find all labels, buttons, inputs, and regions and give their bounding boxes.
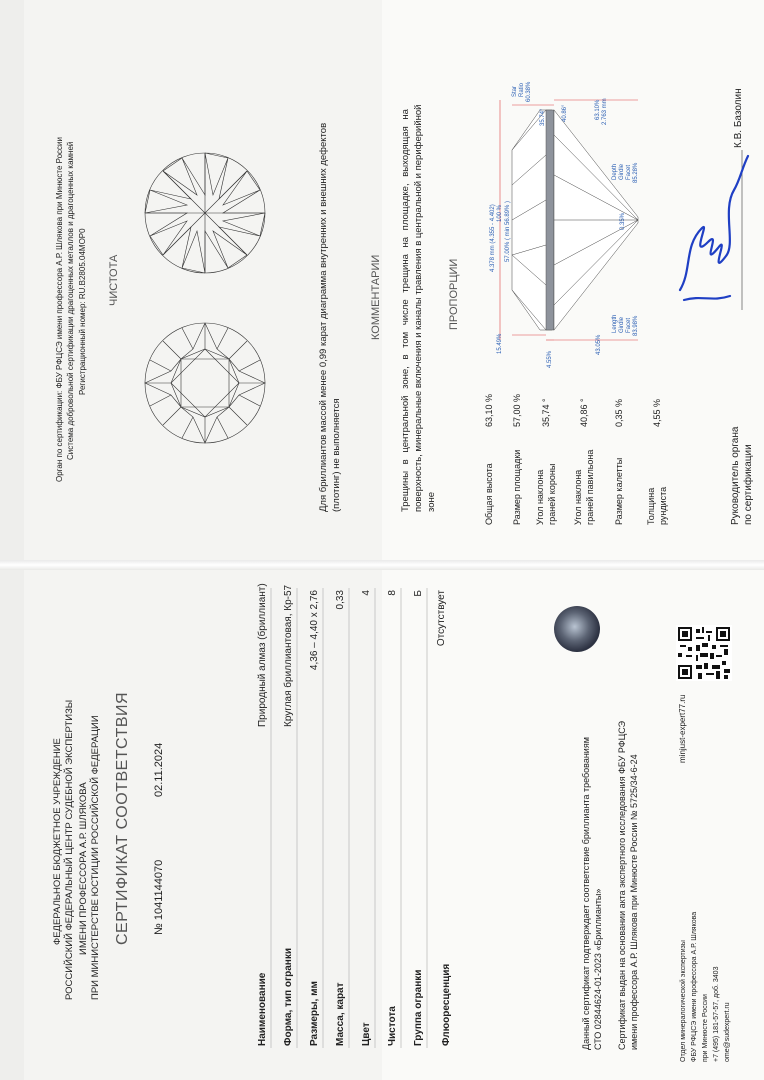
dim-depth-facet: Facet <box>626 164 632 180</box>
proportions-title: ПРОПОРЦИИ <box>448 258 460 330</box>
field-value-cut-text: Б <box>413 590 424 597</box>
org-line3: ИМЕНИ ПРОФЕССОРА А.Р. ШЛЯКОВА <box>78 782 89 955</box>
certificate-number: № 1041144070 <box>153 859 165 935</box>
field-label-mass: Масса, карат <box>335 982 346 1046</box>
website-link[interactable]: minjust-expert77.ru <box>678 694 687 763</box>
field-label-name: Наименование <box>257 972 268 1046</box>
dim-table-pct: 57.00% ( min 56.89% ) <box>505 200 511 262</box>
statement-2 <box>616 720 640 1050</box>
dim-length-lbl: Length <box>612 314 618 333</box>
diamond-photo <box>554 606 600 652</box>
prop-value-pavilion: 40,86 ° <box>579 398 589 427</box>
comments-line1: Трещины в центральной зоне, в том числе трещина на площадке, выходящая на <box>400 109 411 512</box>
dim-total-depth: 63.10% <box>595 99 601 120</box>
field-dividers <box>260 588 460 1048</box>
statement-1-text: Данный сертификат подтверждает соответствие бриллианта требованиям СТО 02844624-01-2023 «Бриллианты» <box>581 737 603 1050</box>
dim-pav-angle: 40.86° <box>562 104 568 122</box>
certificate-date: 02.11.2024 <box>153 742 165 797</box>
dim-dgf-val: 85.28% <box>633 162 639 183</box>
dim-girdle-t: 4.55% <box>547 350 553 368</box>
field-label-fluor: Флюоресценция <box>441 963 452 1046</box>
head-label-1: Руководитель органа <box>730 426 741 525</box>
contact-line-2: ФБУ РФЦСЭ имени профессора А.Р. Шлякова <box>691 911 698 1062</box>
signatory-name: К.В. Базолин <box>733 88 744 148</box>
dim-depth-lbl: Depth <box>612 163 618 180</box>
prop-value-crown: 35,74 ° <box>541 398 551 427</box>
left-edge <box>0 0 24 1080</box>
dim-ratio: Ratio <box>519 82 525 97</box>
prop-label-crown-1: Угол наклона <box>535 469 545 525</box>
field-value-size-text: 4,36 – 4,40 x 2,76 <box>309 590 320 671</box>
dim-girdle-lbl: Girdle <box>619 316 625 333</box>
prop-value-culet: 0,35 % <box>614 398 624 427</box>
field-label-color: Цвет <box>361 1022 372 1046</box>
field-label-cut: Группа огранки <box>413 969 424 1046</box>
dim-crown-angle: 35.74° <box>540 108 546 126</box>
authority-line1: Орган по сертификации: ФБУ РФЦСЭ имени профессора А.Р. Шлякова при Минюсте России <box>55 137 64 482</box>
clarity-note-line1: Для бриллиантов массой менее 0,99 карат диаграмма внутренних и внешних дефектов <box>318 122 329 512</box>
qr-code-icon[interactable] <box>676 625 732 681</box>
prop-value-table: 57,00 % <box>512 393 522 427</box>
dim-star-val: 60.38% <box>526 81 532 102</box>
field-value-mass-text: 0,33 <box>335 590 346 610</box>
prop-label-crown-2: граней короны <box>547 463 557 525</box>
prop-value-total-height: 63,10 % <box>484 393 494 427</box>
page-fold <box>0 560 764 570</box>
dim-lgf-val: 83.98% <box>633 315 639 336</box>
clarity-note-line2: (плотинг) не выполняется <box>331 398 342 512</box>
dim-crown-h: 15.49% <box>497 333 503 354</box>
org-line2: РОССИЙСКИЙ ФЕДЕРАЛЬНЫЙ ЦЕНТР СУДЕБНОЙ ЭКСПЕРТИЗЫ <box>64 699 75 1000</box>
head-label-2: по сертификации <box>743 444 754 525</box>
field-value-clarity-text: 8 <box>387 590 398 596</box>
contact-line-5[interactable]: ome@sudexpert.ru <box>724 1002 731 1062</box>
contact-line-4: +7 (495) 181-57-57, доб. 3403 <box>713 966 720 1062</box>
prop-label-pavilion-2: граней павильона <box>585 449 595 525</box>
prop-label-pavilion-1: Угол наклона <box>573 469 583 525</box>
dim-star: Star <box>512 85 518 97</box>
authority-line2: Система добровольной сертификации драгоценных металлов и драгоценных камней <box>66 141 75 460</box>
comments-line2: поверхность, минеральные включения и каналы травления в центральной и периферийной <box>413 104 424 512</box>
field-label-clarity: Чистота <box>387 1006 398 1046</box>
statement-2-text: Сертификат выдан на основании акта экспертного исследования ФБУ РФЦСЭ имени профессора А.Р. Шлякова при Минюсте России № 5725/34-6-24 <box>617 720 639 1050</box>
clarity-title: ЧИСТОТА <box>108 254 120 306</box>
comments-title: КОММЕНТАРИИ <box>370 254 382 340</box>
field-label-size: Размеры, мм <box>309 981 320 1046</box>
clarity-diagram-pavilion <box>142 150 268 276</box>
prop-label-girdle-1: Толщина <box>646 487 656 525</box>
dim-girdle-diam: 4.378 mm (4.355 - 4.402) <box>490 204 496 272</box>
prop-label-table: Размер площадки <box>512 449 522 525</box>
clarity-diagram-crown <box>142 320 268 446</box>
comments-line3: зоне <box>426 491 437 512</box>
contact-line-3: при Минюсте России <box>702 994 709 1062</box>
authority-line3: Регистрационный номер: RU.В2805.04МОР0 <box>78 228 87 395</box>
proportions-diagram <box>490 95 640 345</box>
org-line1: ФЕДЕРАЛЬНОЕ БЮДЖЕТНОЕ УЧРЕЖДЕНИЕ <box>52 738 63 945</box>
prop-label-girdle-2: рундиста <box>658 486 668 525</box>
field-value-fluor-text: Отсутствует <box>436 590 447 647</box>
dim-pav-d: 43.05% <box>596 334 602 355</box>
field-label-shape: Форма, тип огранки <box>283 947 294 1046</box>
field-value-shape-text: Круглая бриллиантовая, Кр-57 <box>283 584 294 727</box>
certificate-title: СЕРТИФИКАТ СООТВЕТСТВИЯ <box>114 691 131 945</box>
dim-facet-lbl: Facet <box>626 317 632 333</box>
field-value-color-text: 4 <box>361 590 372 596</box>
dim-depth-mm: 2.763 mm <box>602 98 608 125</box>
handwritten-signature <box>672 150 752 310</box>
prop-label-total-height: Общая высота <box>484 463 494 525</box>
prop-value-girdle: 4,55 % <box>652 398 662 427</box>
dim-hundred: 100 % <box>497 204 503 222</box>
contact-line-1: Отдел минералогической экспертизы <box>680 940 687 1062</box>
dim-culet: 0.35% <box>620 212 626 230</box>
dim-depth-girdle: Girdle <box>619 163 625 180</box>
prop-label-culet: Размер калетты <box>614 457 624 525</box>
org-line4: ПРИ МИНИСТЕРСТВЕ ЮСТИЦИИ РОССИЙСКОЙ ФЕДЕРАЦИИ <box>90 715 101 1000</box>
field-value-name-text: Природный алмаз (бриллиант) <box>257 583 268 727</box>
statement-1-line1 <box>580 720 604 1050</box>
